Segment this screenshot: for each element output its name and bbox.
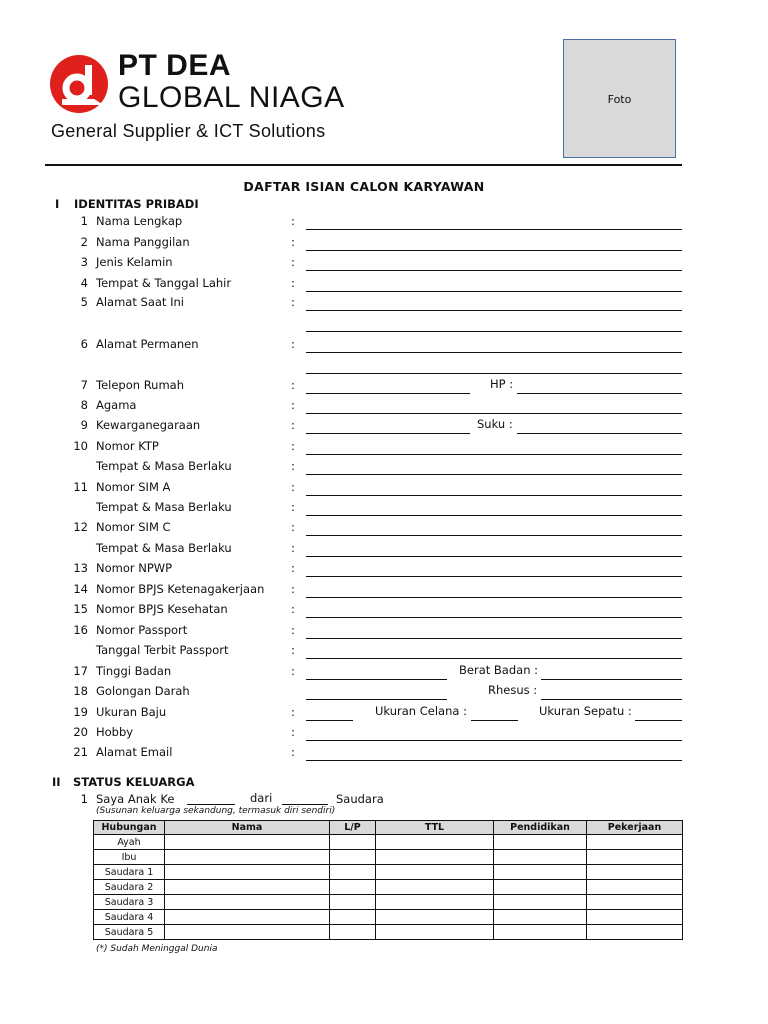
field-label: Alamat Saat Ini bbox=[96, 295, 184, 309]
child-order-label: Saya Anak Ke bbox=[96, 792, 175, 806]
family-table bbox=[93, 820, 683, 940]
text-field[interactable] bbox=[306, 413, 682, 414]
field-colon: : bbox=[291, 398, 295, 412]
company-tagline: General Supplier & ICT Solutions bbox=[51, 121, 326, 141]
field-colon: : bbox=[291, 295, 295, 309]
table-input-cell[interactable] bbox=[165, 925, 330, 940]
field-label: Tempat & Tanggal Lahir bbox=[96, 276, 232, 290]
field-label: Tanggal Terbit Passport bbox=[96, 643, 229, 657]
text-field[interactable] bbox=[306, 291, 682, 292]
field-colon: : bbox=[291, 235, 295, 249]
table-header-cell: TTL bbox=[376, 821, 494, 835]
field-colon: : bbox=[291, 255, 295, 269]
field-colon: : bbox=[291, 582, 295, 596]
table-row bbox=[94, 910, 683, 925]
field-number: 9 bbox=[80, 418, 88, 432]
field-colon: : bbox=[291, 541, 295, 555]
field-colon: : bbox=[291, 459, 295, 473]
address-extra-line[interactable] bbox=[306, 331, 682, 332]
field-colon: : bbox=[291, 643, 295, 657]
text-field[interactable] bbox=[306, 597, 682, 598]
field-label: Nama Lengkap bbox=[96, 214, 183, 228]
field-number: 14 bbox=[73, 582, 88, 596]
table-footnote: (*) Sudah Meninggal Dunia bbox=[96, 944, 218, 954]
field-label: Nomor BPJS Kesehatan bbox=[96, 602, 228, 616]
text-field[interactable] bbox=[306, 270, 682, 271]
home-phone-field[interactable] bbox=[306, 393, 470, 394]
field-label: Jenis Kelamin bbox=[96, 255, 173, 269]
field-label: Tempat & Masa Berlaku bbox=[96, 541, 232, 555]
table-input-cell[interactable] bbox=[165, 850, 330, 865]
field-number: 2 bbox=[80, 235, 88, 249]
section-2-number: II bbox=[52, 775, 61, 789]
ethnicity-label: Suku : bbox=[477, 417, 513, 431]
table-input-cell[interactable] bbox=[587, 925, 683, 940]
table-input-cell[interactable] bbox=[165, 910, 330, 925]
field-colon: : bbox=[291, 480, 295, 494]
field-number: 11 bbox=[73, 480, 88, 494]
table-input-cell[interactable] bbox=[587, 835, 683, 850]
text-field[interactable] bbox=[306, 495, 682, 496]
text-field[interactable] bbox=[306, 556, 682, 557]
table-input-cell[interactable] bbox=[494, 850, 587, 865]
table-input-cell[interactable] bbox=[330, 865, 376, 880]
table-row bbox=[94, 865, 683, 880]
table-input-cell[interactable] bbox=[376, 880, 494, 895]
table-input-cell[interactable] bbox=[376, 850, 494, 865]
field-number: 18 bbox=[73, 684, 88, 698]
field-number: 13 bbox=[73, 561, 88, 575]
field-colon: : bbox=[291, 745, 295, 759]
field-number: 8 bbox=[80, 398, 88, 412]
mobile-phone-field[interactable] bbox=[517, 393, 682, 394]
field-label: Golongan Darah bbox=[96, 684, 190, 698]
field-number: 4 bbox=[80, 276, 88, 290]
table-input-cell[interactable] bbox=[376, 895, 494, 910]
field-number: 1 bbox=[80, 214, 88, 228]
height-field[interactable] bbox=[306, 679, 447, 680]
text-field[interactable] bbox=[306, 638, 682, 639]
shoe-size-field[interactable] bbox=[635, 720, 682, 721]
table-input-cell[interactable] bbox=[587, 910, 683, 925]
table-input-cell[interactable] bbox=[587, 880, 683, 895]
rhesus-label: Rhesus : bbox=[488, 683, 538, 697]
relation-cell: Saudara 5 bbox=[94, 925, 165, 940]
child-order-field[interactable] bbox=[187, 804, 235, 805]
text-field[interactable] bbox=[306, 617, 682, 618]
field-label: Nomor Passport bbox=[96, 623, 188, 637]
field-number: 17 bbox=[73, 664, 88, 678]
text-field[interactable] bbox=[306, 760, 682, 761]
table-header-cell: Pendidikan bbox=[494, 821, 587, 835]
field-colon: : bbox=[291, 500, 295, 514]
field-label: Nomor BPJS Ketenagakerjaan bbox=[96, 582, 265, 596]
table-header-cell: Nama bbox=[165, 821, 330, 835]
section-2-title: STATUS KELUARGA bbox=[73, 775, 195, 789]
pants-size-label: Ukuran Celana : bbox=[375, 704, 467, 718]
relation-cell: Ayah bbox=[94, 835, 165, 850]
table-input-cell[interactable] bbox=[494, 880, 587, 895]
text-field[interactable] bbox=[306, 310, 682, 311]
header-divider bbox=[45, 164, 682, 166]
blood-type-field[interactable] bbox=[306, 699, 447, 700]
field-label: Tempat & Masa Berlaku bbox=[96, 459, 232, 473]
table-input-cell[interactable] bbox=[330, 880, 376, 895]
field-number: 19 bbox=[73, 705, 88, 719]
table-row bbox=[94, 895, 683, 910]
field-label: Nomor NPWP bbox=[96, 561, 173, 575]
field-number: 3 bbox=[80, 255, 88, 269]
field-colon: : bbox=[291, 602, 295, 616]
table-input-cell[interactable] bbox=[494, 865, 587, 880]
of-label: dari bbox=[250, 791, 273, 805]
company-name-line1: PT DEA bbox=[118, 49, 232, 82]
field-label: Tinggi Badan bbox=[96, 664, 172, 678]
table-input-cell[interactable] bbox=[376, 910, 494, 925]
field-label: Alamat Email bbox=[96, 745, 173, 759]
field-number: 7 bbox=[80, 378, 88, 392]
field-colon: : bbox=[291, 418, 295, 432]
section-1-number: I bbox=[55, 197, 60, 211]
family-item-number: 1 bbox=[80, 792, 88, 806]
field-label: Hobby bbox=[96, 725, 134, 739]
text-field[interactable] bbox=[306, 658, 682, 659]
table-input-cell[interactable] bbox=[494, 895, 587, 910]
field-label: Nama Panggilan bbox=[96, 235, 190, 249]
field-label: Nomor KTP bbox=[96, 439, 159, 453]
field-number: 15 bbox=[73, 602, 88, 616]
field-colon: : bbox=[291, 705, 295, 719]
table-header-row bbox=[94, 821, 683, 835]
shirt-size-field[interactable] bbox=[306, 720, 353, 721]
text-field[interactable] bbox=[306, 474, 682, 475]
table-input-cell[interactable] bbox=[376, 865, 494, 880]
relation-cell: Ibu bbox=[94, 850, 165, 865]
company-logo bbox=[50, 55, 108, 113]
field-colon: : bbox=[291, 214, 295, 228]
field-colon: : bbox=[291, 623, 295, 637]
field-number: 10 bbox=[73, 439, 88, 453]
text-field[interactable] bbox=[306, 250, 682, 251]
field-colon: : bbox=[291, 520, 295, 534]
table-input-cell[interactable] bbox=[330, 910, 376, 925]
field-label: Kewarganegaraan bbox=[96, 418, 201, 432]
siblings-count-field[interactable] bbox=[282, 804, 328, 805]
field-colon: : bbox=[291, 725, 295, 739]
table-input-cell[interactable] bbox=[494, 910, 587, 925]
table-header-cell: Hubungan bbox=[94, 821, 165, 835]
hp-label: HP : bbox=[490, 377, 514, 391]
pants-size-field[interactable] bbox=[471, 720, 518, 721]
form-title: DAFTAR ISIAN CALON KARYAWAN bbox=[243, 179, 485, 194]
table-input-cell[interactable] bbox=[494, 835, 587, 850]
field-number: 5 bbox=[80, 295, 88, 309]
relation-cell: Saudara 3 bbox=[94, 895, 165, 910]
field-colon: : bbox=[291, 378, 295, 392]
table-input-cell[interactable] bbox=[330, 895, 376, 910]
weight-field[interactable] bbox=[541, 679, 682, 680]
section-1-title: IDENTITAS PRIBADI bbox=[74, 197, 199, 211]
table-input-cell[interactable] bbox=[165, 880, 330, 895]
table-input-cell[interactable] bbox=[165, 895, 330, 910]
table-row bbox=[94, 835, 683, 850]
rhesus-field[interactable] bbox=[541, 699, 682, 700]
shoe-size-label: Ukuran Sepatu : bbox=[539, 704, 632, 718]
weight-label: Berat Badan : bbox=[459, 663, 539, 677]
field-label: Nomor SIM A bbox=[96, 480, 171, 494]
table-header-cell: L/P bbox=[330, 821, 376, 835]
table-input-cell[interactable] bbox=[165, 865, 330, 880]
field-colon: : bbox=[291, 439, 295, 453]
text-field[interactable] bbox=[306, 576, 682, 577]
company-name-line2: GLOBAL NIAGA bbox=[118, 81, 345, 114]
field-colon: : bbox=[291, 664, 295, 678]
field-number: 12 bbox=[73, 520, 88, 534]
text-field[interactable] bbox=[306, 229, 682, 230]
text-field[interactable] bbox=[306, 515, 682, 516]
table-header-cell: Pekerjaan bbox=[587, 821, 683, 835]
table-input-cell[interactable] bbox=[330, 835, 376, 850]
field-number: 16 bbox=[73, 623, 88, 637]
table-input-cell[interactable] bbox=[587, 895, 683, 910]
text-field[interactable] bbox=[306, 454, 682, 455]
table-row bbox=[94, 880, 683, 895]
table-input-cell[interactable] bbox=[587, 865, 683, 880]
field-label: Tempat & Masa Berlaku bbox=[96, 500, 232, 514]
relation-cell: Saudara 2 bbox=[94, 880, 165, 895]
field-label: Alamat Permanen bbox=[96, 337, 199, 351]
table-input-cell[interactable] bbox=[494, 925, 587, 940]
text-field[interactable] bbox=[306, 352, 682, 353]
text-field[interactable] bbox=[306, 740, 682, 741]
table-input-cell[interactable] bbox=[330, 925, 376, 940]
table-input-cell[interactable] bbox=[165, 835, 330, 850]
field-label: Telepon Rumah bbox=[96, 378, 184, 392]
field-colon: : bbox=[291, 276, 295, 290]
table-row bbox=[94, 925, 683, 940]
table-input-cell[interactable] bbox=[330, 850, 376, 865]
logo-d-icon bbox=[50, 55, 108, 113]
field-colon: : bbox=[291, 561, 295, 575]
table-input-cell[interactable] bbox=[376, 925, 494, 940]
table-input-cell[interactable] bbox=[376, 835, 494, 850]
field-label: Ukuran Baju bbox=[96, 705, 167, 719]
field-number: 6 bbox=[80, 337, 88, 351]
relation-cell: Saudara 1 bbox=[94, 865, 165, 880]
field-label: Agama bbox=[96, 398, 137, 412]
field-label: Nomor SIM C bbox=[96, 520, 171, 534]
relation-cell: Saudara 4 bbox=[94, 910, 165, 925]
address-extra-line[interactable] bbox=[306, 373, 682, 374]
field-colon: : bbox=[291, 337, 295, 351]
table-input-cell[interactable] bbox=[587, 850, 683, 865]
field-number: 21 bbox=[73, 745, 88, 759]
ethnicity-field[interactable] bbox=[517, 433, 682, 434]
citizenship-field[interactable] bbox=[306, 433, 470, 434]
siblings-label: Saudara bbox=[336, 792, 384, 806]
photo-placeholder[interactable] bbox=[563, 39, 676, 158]
photo-label: Foto bbox=[607, 93, 632, 106]
text-field[interactable] bbox=[306, 535, 682, 536]
field-number: 20 bbox=[73, 725, 88, 739]
table-row bbox=[94, 850, 683, 865]
family-note: (Susunan keluarga sekandung, termasuk diri sendiri) bbox=[96, 806, 336, 816]
